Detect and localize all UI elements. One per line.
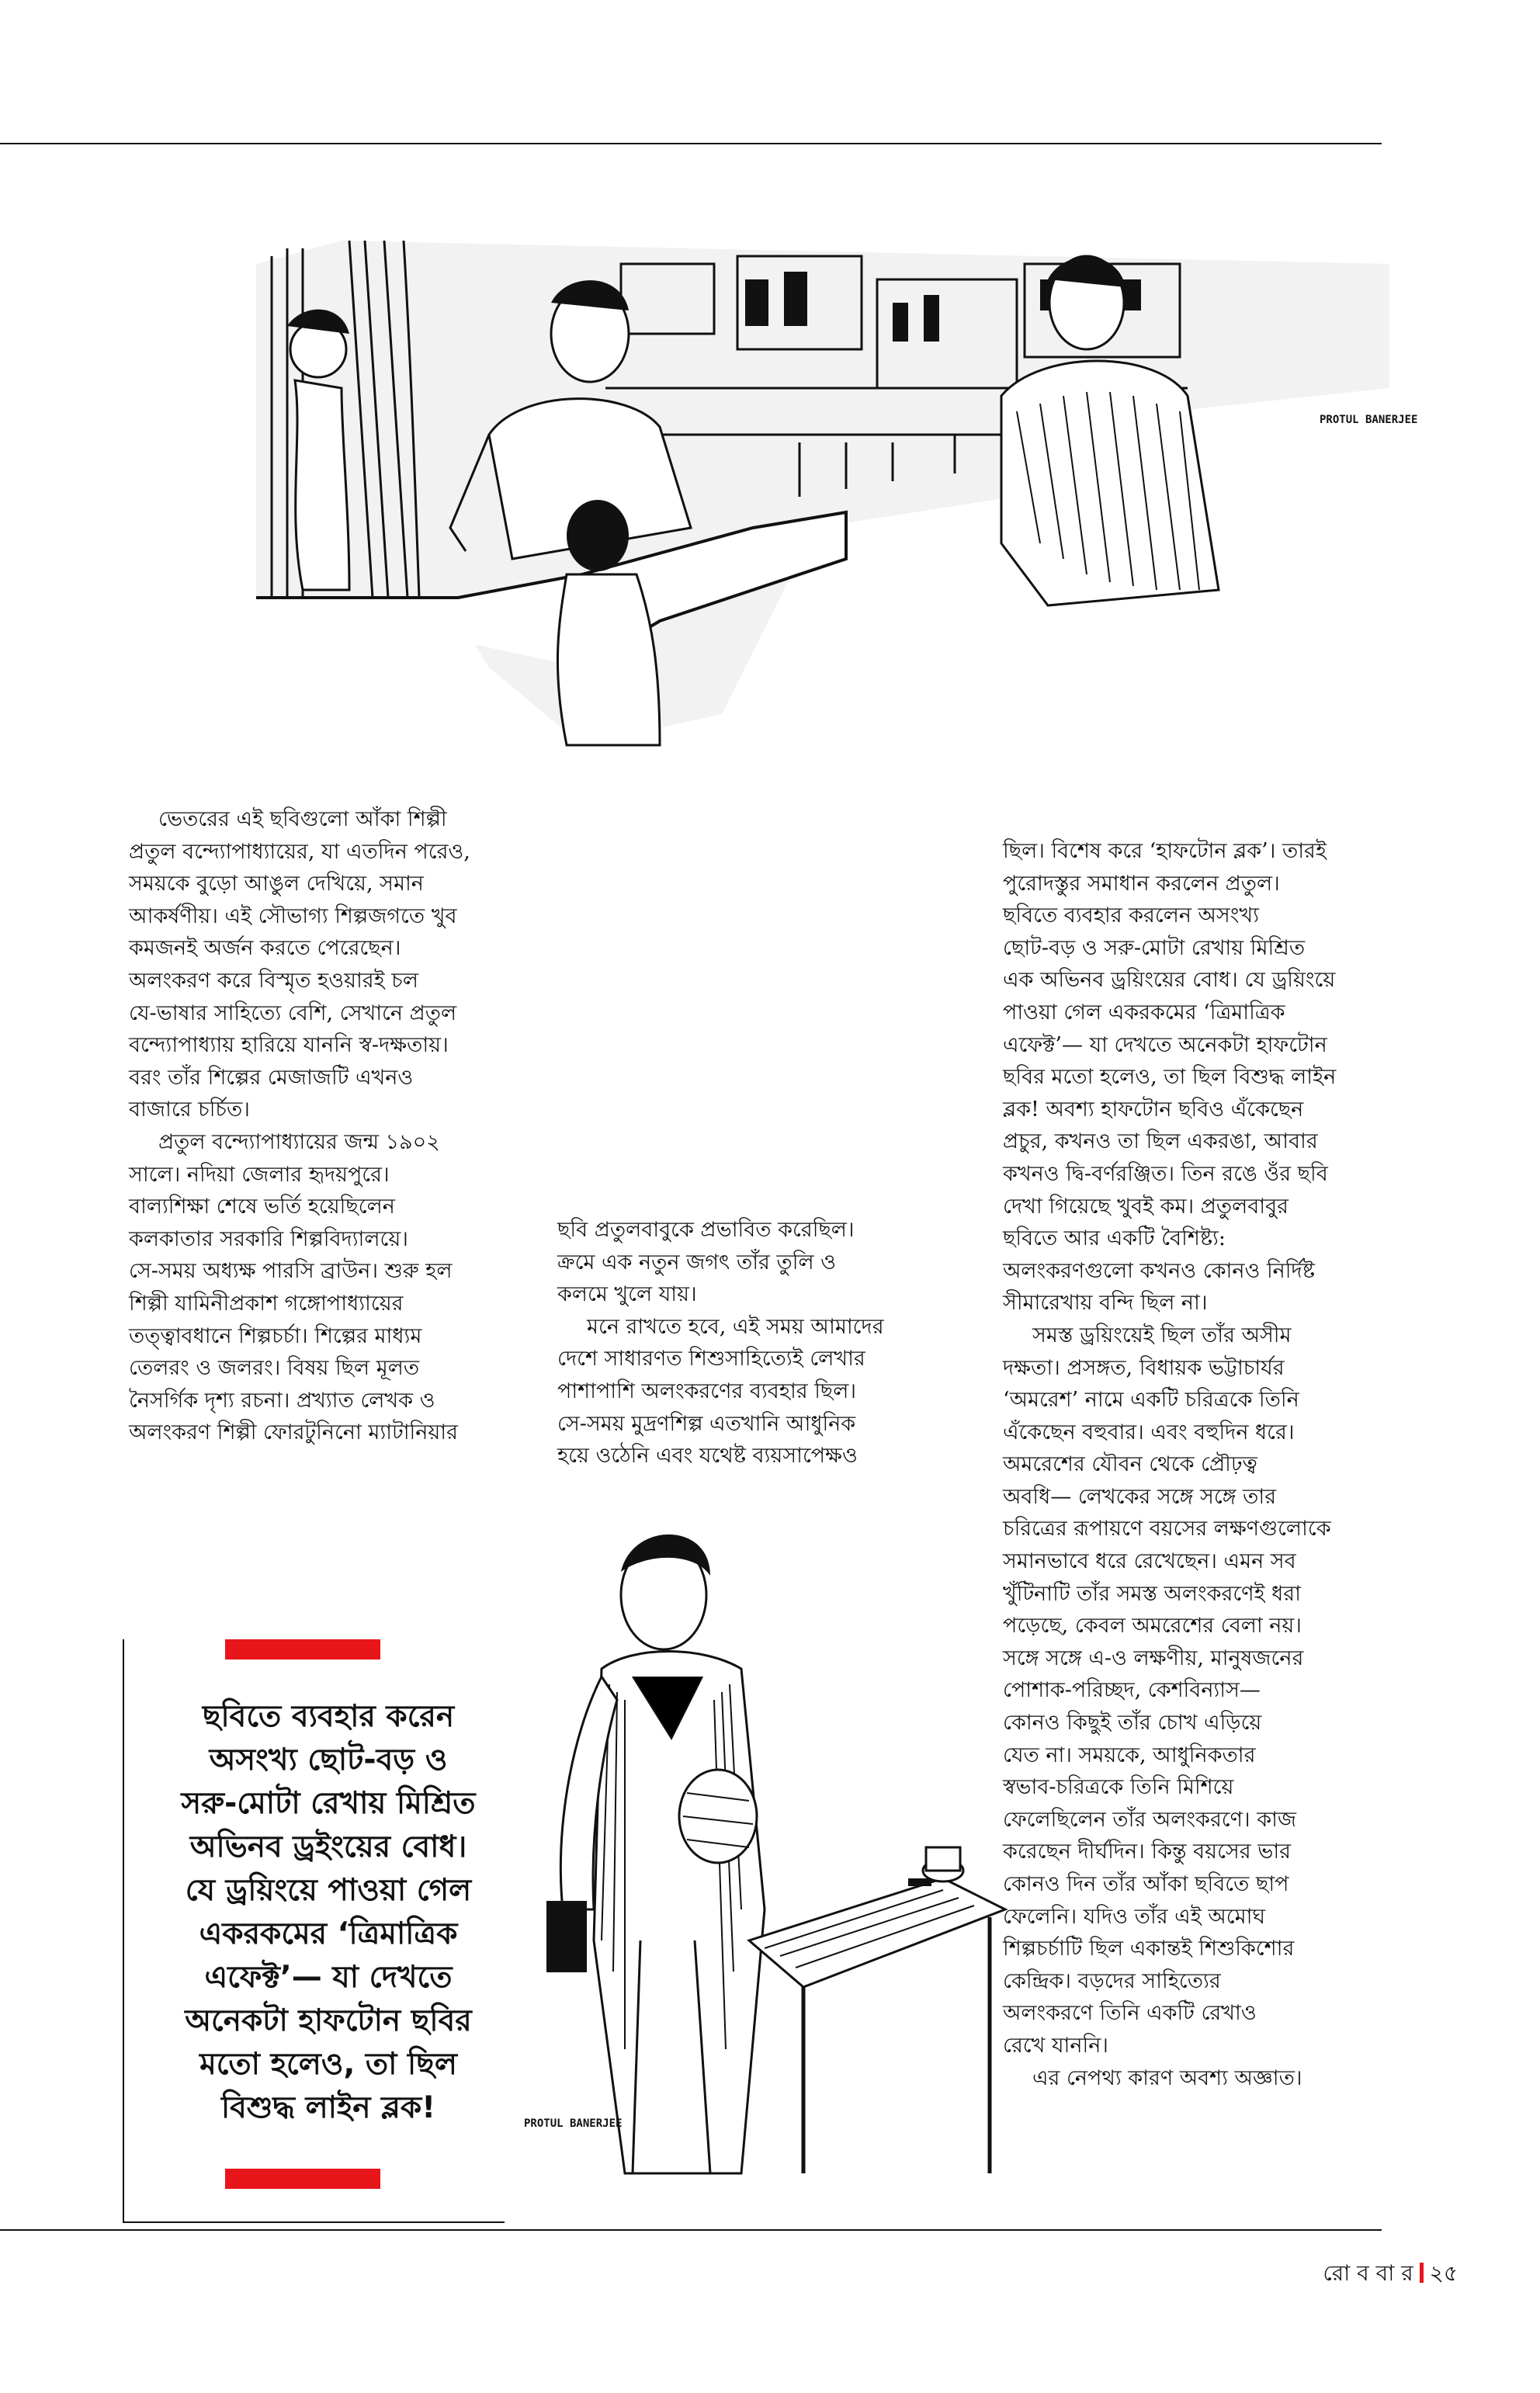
- bottom-rule: [0, 2229, 1382, 2231]
- illustration-shop-scene: [256, 233, 1418, 745]
- article-column-3: [1003, 835, 1406, 2094]
- pull-quote-line: বিশুদ্ধ লাইন ব্লক!: [221, 2090, 435, 2125]
- col2-paragraph-1: ছবি প্রতুলবাবুকে প্রভাবিত করেছিল। ক্রমে এক নতুন জগৎ তাঁর তুলি ও কলমে খুলে যায়।: [557, 1218, 855, 1307]
- col1-paragraph-1: ভেতরের এই ছবিগুলো আঁকা শিল্পী প্রতুল বন্দ্যোপাধ্যায়ের, যা এতদিন পরেও, সময়কে বুড়ো আঙুল দেখিয়ে, সমান আকর্ষণীয়। এই সৌভাগ্য শিল্পজগতে খুব কমজনই অর্জন করতে পেরেছেন। অলংকরণ করে বিস্মৃত হওয়ারই চল যে-ভাষার সাহিত্যে বেশি, সেখানে প্রতুল বন্দ্যোপাধ্যায় হারিয়ে যাননি স্ব-দক্ষতায়। বরং তাঁর শিল্পের মেজাজটি এখনও বাজারে চর্চিত।: [129, 807, 470, 1122]
- pull-quote-box: [123, 1639, 505, 2223]
- col3-paragraph-3: এর নেপথ্য কারণ অবশ্য অজ্ঞাত।: [1032, 2065, 1302, 2090]
- pull-quote-text: [138, 1695, 519, 2130]
- article-column-2: [557, 1214, 976, 1472]
- pull-quote-bottom-bar: [225, 2169, 380, 2189]
- bottom-illustration-signature: PROTUL BANERJEE: [524, 2117, 623, 2130]
- pull-quote-line: এফেক্ট’— যা দেখতে: [204, 1960, 453, 1995]
- illustration-young-man: [508, 1506, 1005, 2189]
- magazine-name: রো ব বা র: [1323, 2260, 1413, 2286]
- pull-quote-line: মতো হলেও, তা ছিল: [199, 2047, 457, 2082]
- page-folio: [1323, 2256, 1458, 2293]
- col2-paragraph-2: মনে রাখতে হবে, এই সময় আমাদের দেশে সাধারণত শিশুসাহিত্যেই লেখার পাশাপাশি অলংকরণের ব্যবহার ছিল। সে-সময় মুদ্রণশিল্প এতখানি আধুনিক হয়ে ওঠেনি এবং যথেষ্ট ব্যয়সাপেক্ষও: [557, 1314, 884, 1469]
- pull-quote-line: একরকমের ‘ত্রিমাত্রিক: [199, 1916, 458, 1951]
- pull-quote-line: যে ড্রয়িংয়ে পাওয়া গেল: [185, 1873, 472, 1908]
- article-column-1: [129, 803, 554, 1449]
- pull-quote-line: অনেকটা হাফটোন ছবির: [185, 2003, 472, 2038]
- pull-quote-top-bar: [225, 1639, 380, 1659]
- shop-scene-drawing: [256, 233, 1418, 745]
- pull-quote-line: অসংখ্য ছোট-বড় ও: [209, 1743, 448, 1777]
- col1-paragraph-2: প্রতুল বন্দ্যোপাধ্যায়ের জন্ম ১৯০২ সালে। নদিয়া জেলার হৃদয়পুরে। বাল্যশিক্ষা শেষে ভর্তি হয়েছিলেন কলকাতার সরকারি শিল্পবিদ্যালয়ে। সে-সময় অধ্যক্ষ পারসি ব্রাউন। শুরু হল শিল্পী যামিনীপ্রকাশ গঙ্গোপাধ্যায়ের তত্ত্বাবধানে শিল্পচর্চা। শিল্পের মাধ্যম তেলরং ও জলরং। বিষয় ছিল মূলত নৈসর্গিক দৃশ্য রচনা। প্রখ্যাত লেখক ও অলংকরণ শিল্পী ফোরটুনিনো ম্যাটানিয়ার: [129, 1129, 458, 1445]
- col3-paragraph-2: সমস্ত ড্রয়িংয়েই ছিল তাঁর অসীম দক্ষতা। প্রসঙ্গত, বিধায়ক ভট্টাচার্যর ‘অমরেশ’ নামে একটি চরিত্রকে তিনি এঁকেছেন বহুবার। এবং বহুদিন ধরে। অমরেশের যৌবন থেকে প্রৌঢ়ত্ব অবধি— লেখকের সঙ্গে সঙ্গে তার চরিত্রের রূপায়ণে বয়সের লক্ষণগুলোকে সমানভাবে ধরে রেখেছেন। এমন সব খুঁটিনাটি তাঁর সমস্ত অলংকরণেই ধরা পড়েছে, কেবল অমরেশের বেলা নয়। সঙ্গে সঙ্গে এ-ও লক্ষণীয়, মানুষজনের পোশাক-পরিচ্ছদ, কেশবিন্যাস— কোনও কিছুই তাঁর চোখ এড়িয়ে যেত না। সময়কে, আধুনিকতার স্বভাব-চরিত্রকে তিনি মিশিয়ে ফেলেছিলেন তাঁর অলংকরণে। কাজ করেছেন দীর্ঘদিন। কিন্তু বয়সের ভার কোনও দিন তাঁর আঁকা ছবিতে ছাপ ফেলেনি। যদিও তাঁর এই অমোঘ শিল্পচর্চাটি ছিল একান্তই শিশুকিশোর কেন্দ্রিক। বড়দের সাহিত্যের অলংকরণে তিনি একটি রেখাও রেখে যাননি।: [1003, 1323, 1331, 2058]
- top-rule: [0, 143, 1382, 144]
- young-man-drawing: [508, 1506, 1005, 2189]
- col3-paragraph-1: ছিল। বিশেষ করে ‘হাফটোন ব্লক’। তারই পুরোদস্তুর সমাধান করলেন প্রতুল। ছবিতে ব্যবহার করলেন অসংখ্য ছোট-বড় ও সরু-মোটা রেখায় মিশ্রিত এক অভিনব ড্রয়িংয়ের বোধ। যে ড্রয়িংয়ে পাওয়া গেল একরকমের ‘ত্রিমাত্রিক এফেক্ট’— যা দেখতে অনেকটা হাফটোন ছবির মতো হলেও, তা ছিল বিশুদ্ধ লাইন ব্লক! অবশ্য হাফটোন ছবিও এঁকেছেন প্রচুর, কখনও তা ছিল একরঙা, আবার কখনও দ্বি-বর্ণরঞ্জিত। তিন রঙে ওঁর ছবি দেখা গিয়েছে খুবই কম। প্রতুলবাবুর ছবিতে আর একটি বৈশিষ্ট্য: অলংকরণগুলো কখনও কোনও নির্দিষ্ট সীমারেখায় বন্দি ছিল না।: [1003, 839, 1337, 1316]
- pull-quote-line: সরু-মোটা রেখায় মিশ্রিত: [181, 1786, 476, 1821]
- pull-quote-line: ছবিতে ব্যবহার করেন: [202, 1699, 455, 1734]
- page-number: ২৫: [1429, 2260, 1458, 2286]
- pull-quote-line: অভিনব ড্রইংয়ের বোধ।: [189, 1829, 467, 1864]
- top-illustration-signature: PROTUL BANERJEE: [1320, 414, 1418, 426]
- folio-divider: [1420, 2263, 1424, 2283]
